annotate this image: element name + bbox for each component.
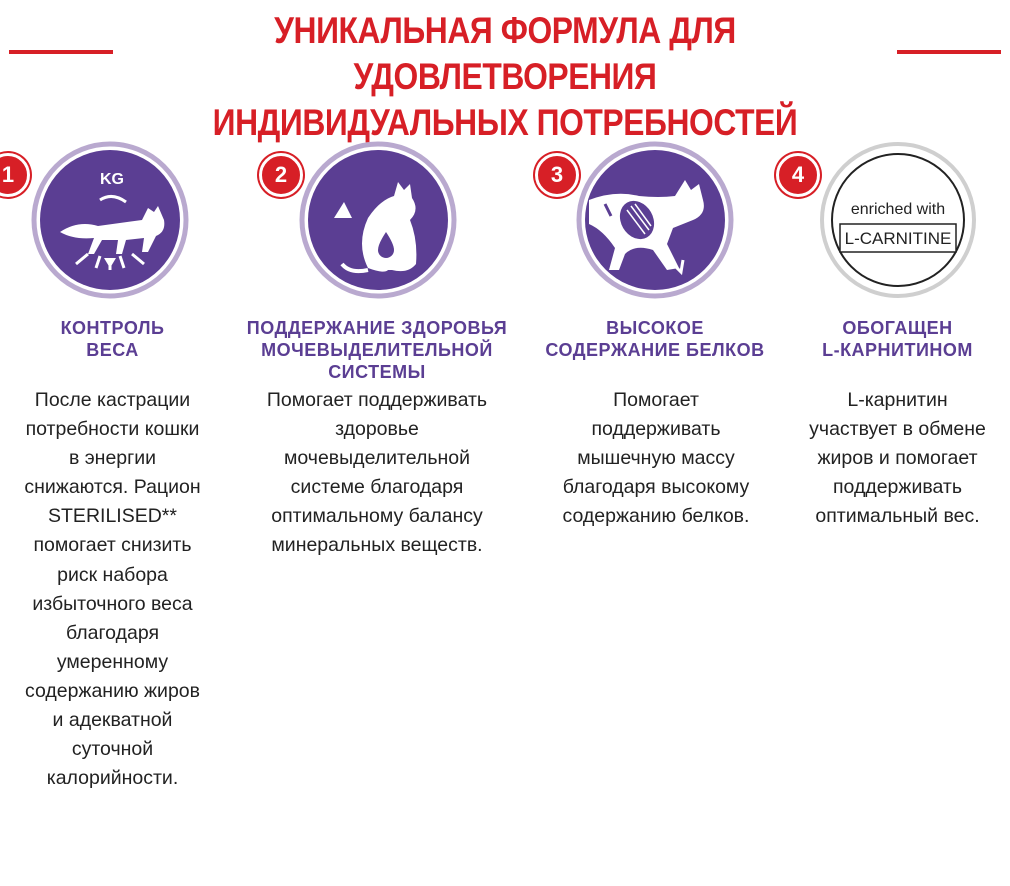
description-line: в энергии <box>68 447 157 470</box>
description-line: избыточного веса <box>32 592 193 615</box>
description-line: благодаря высокому <box>562 476 750 499</box>
l-carnitine-icon <box>818 140 978 305</box>
page-title-line-1: УНИКАЛЬНАЯ ФОРМУЛА ДЛЯ УДОВЛЕТВОРЕНИЯ <box>274 10 736 97</box>
description-line: минеральных веществ. <box>271 534 483 557</box>
description-line: умеренному <box>56 650 169 673</box>
description-line: Помогает <box>613 389 699 411</box>
step-number-badge: 4 <box>776 153 820 197</box>
urinary-health-cat-icon <box>298 140 458 305</box>
feature-heading-line: ВЕСА <box>86 340 139 360</box>
description-line: поддерживать <box>832 476 962 499</box>
step-number-badge: 2 <box>259 153 303 197</box>
description-line: STERILISED** <box>48 505 177 528</box>
feature-heading-line: ОБОГАЩЕН <box>842 318 953 338</box>
feature-heading-line: МОЧЕВЫДЕЛИТЕЛЬНОЙ <box>261 340 493 360</box>
description-line: жиров и помогает <box>817 447 978 470</box>
page-title-line-2: ИНДИВИДУАЛЬНЫХ ПОТРЕБНОСТЕЙ <box>212 102 798 143</box>
description-line: содержанию жиров <box>24 679 201 702</box>
feature-heading <box>525 317 785 361</box>
description-line: участвует в обмене <box>809 418 986 441</box>
description-line: благодаря <box>65 621 160 644</box>
description-line: мышечную массу <box>577 447 735 470</box>
step-number-badge: 1 <box>0 153 30 197</box>
description-line: оптимальный вес. <box>815 505 980 528</box>
description-line: калорийности. <box>46 767 179 790</box>
muscle-cat-icon <box>575 140 735 305</box>
description-line: оптимальному балансу <box>271 505 483 528</box>
description-line: помогает снизить <box>33 534 192 557</box>
feature-heading <box>0 317 225 361</box>
description-line: мочевыделительной <box>283 447 470 470</box>
description-line: L-карнитин <box>847 389 948 411</box>
description-line: содержанию белков. <box>562 505 750 528</box>
header <box>0 0 1010 143</box>
feature-heading-line: СИСТЕМЫ <box>328 362 426 382</box>
description-line: поддерживать <box>591 418 721 441</box>
page-title <box>174 8 836 146</box>
description-line: суточной <box>71 738 154 761</box>
description-line: риск набора <box>57 563 168 586</box>
feature-heading-line: L-КАРНИТИНОМ <box>822 340 973 360</box>
description-line: и адекватной <box>52 709 173 732</box>
feature-description <box>238 386 516 561</box>
enriched-with-label: enriched with <box>850 201 946 218</box>
description-line: Помогает поддерживать <box>266 389 488 411</box>
step-number-badge: 3 <box>535 153 579 197</box>
l-carnitine-label: L-CARNITINE <box>844 229 952 248</box>
feature-description <box>790 386 1005 531</box>
feature-description <box>0 386 225 793</box>
feature-description <box>525 386 787 531</box>
description-line: здоровье <box>335 418 419 441</box>
feature-heading-line: СОДЕРЖАНИЕ БЕЛКОВ <box>545 340 765 360</box>
description-line: снижаются. Рацион <box>24 476 201 499</box>
description-line: системе благодаря <box>290 476 464 499</box>
title-decor-line-right <box>897 50 1001 54</box>
title-decor-line-left <box>9 50 113 54</box>
description-line: потребности кошки <box>25 418 200 441</box>
feature-heading-line: ВЫСОКОЕ <box>606 318 704 338</box>
feature-heading <box>238 317 516 383</box>
feature-heading-line: ПОДДЕРЖАНИЕ ЗДОРОВЬЯ <box>246 318 508 338</box>
weight-control-cat-icon <box>30 140 190 305</box>
kg-label: KG <box>100 171 124 188</box>
feature-heading-line: КОНТРОЛЬ <box>60 318 165 338</box>
description-line: После кастрации <box>34 389 191 411</box>
feature-heading <box>790 317 1005 361</box>
